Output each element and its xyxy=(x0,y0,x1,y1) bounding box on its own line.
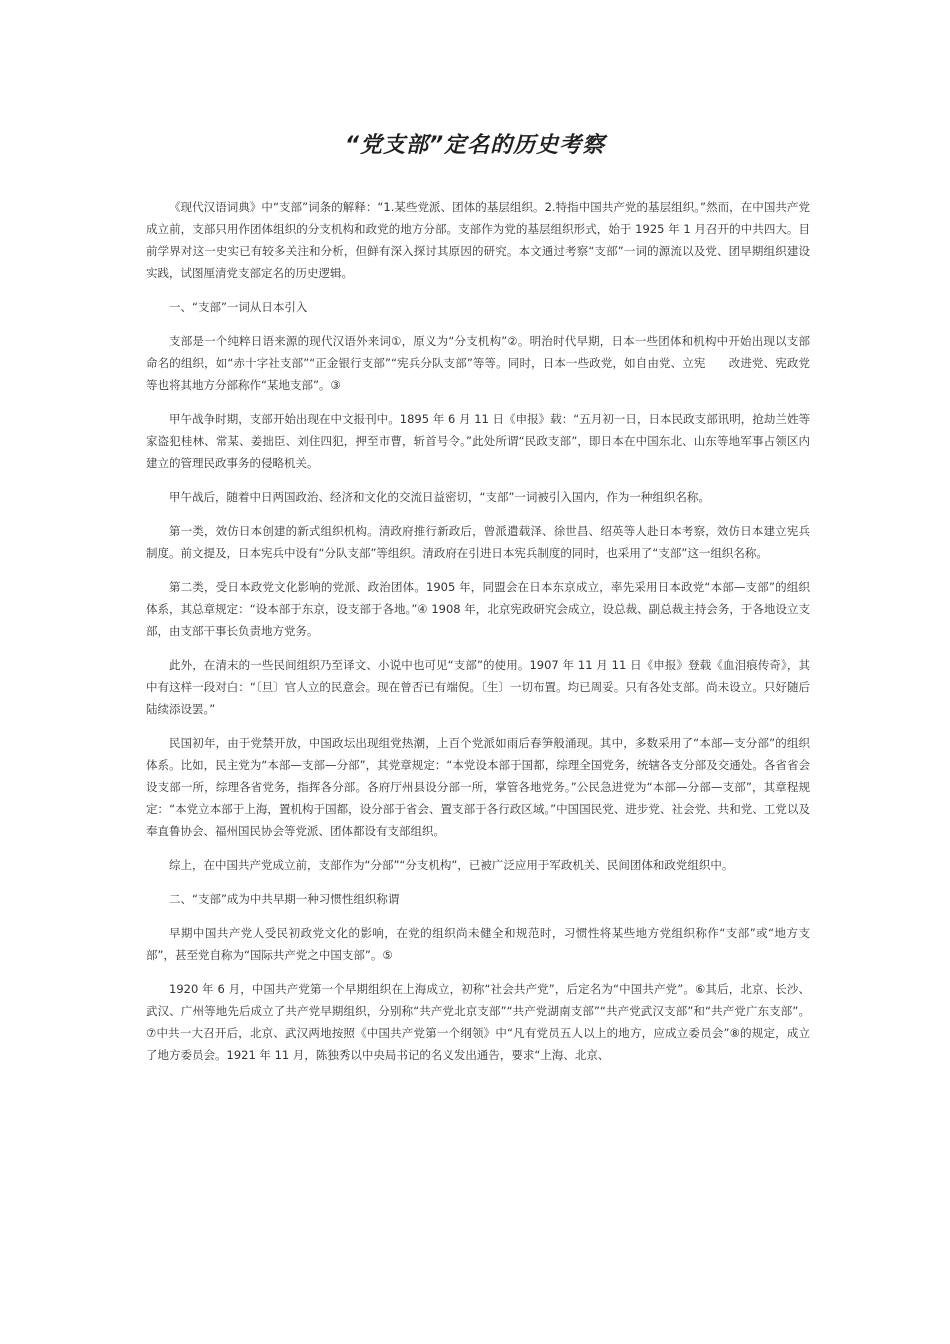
paragraph: 民国初年，由于党禁开放，中国政坛出现组党热潮，上百个党派如雨后春笋般涌现。其中，多数采用了“本部—支分部”的组织体系。比如，民主党为“本部—支部—分部”，其党章规定：“本党设本部于国都，综理全国党务，统辖各支分部及交通处。各省省会设支部一所，综理各省党务，指挥各分部。各府厅州县设分部一所，掌管各地党务。”公民急进党为“本部—分部—支部”，其章程规定：“本党立本部于上海，置机构于国都，设分部于省会、置支部于各行政区域。”中国国民党、进步党、社会党、共和党、工党以及奉直鲁协会、福州国民协会等党派、团体都设有支部组织。 xyxy=(146,736,810,838)
paragraph: 第一类，效仿日本创建的新式组织机构。清政府推行新政后，曾派遣载泽、徐世昌、绍英等人赴日本考察，效仿日本建立宪兵制度。前文提及，日本宪兵中设有“分队支部”等组织。清政府在引进日本宪兵制度的同时，也采用了“支部”这一组织名称。 xyxy=(146,524,810,560)
paragraph: 早期中国共产党人受民初政党文化的影响，在党的组织尚未健全和规范时，习惯性将某些地方党组织称作“支部”或“地方支部”，甚至党自称为“国际共产党之中国支部”。⑤ xyxy=(146,926,810,962)
paragraph: 此外，在清末的一些民间组织乃至译文、小说中也可见“支部”的使用。1907 年 11 月 11 日《申报》登载《血泪痕传奇》，其中有这样一段对白：“〔旦〕官人立的民意会。现在曾否已有端倪。〔生〕一切布置。均已周妥。只有各处支部。尚未设立。只好随后陆续添设罢。” xyxy=(146,658,810,716)
document-body xyxy=(146,196,810,1078)
paragraph: 支部是一个纯粹日语来源的现代汉语外来词①，原义为“分支机构”②。明治时代早期，日本一些团体和机构中开始出现以支部命名的组织，如“赤十字社支部”“正金银行支部”“宪兵分队支部”等等。同时，日本一些政党，如自由党、立宪 改进党、宪政党等也将其地方分部称作“某地支部”。③ xyxy=(146,334,810,392)
paragraph: 第二类，受日本政党文化影响的党派、政治团体。1905 年，同盟会在日本东京成立，率先采用日本政党“本部—支部”的组织体系，其总章规定：“设本部于东京，设支部于各地。”④ 1908 年，北京宪政研究会成立，设总裁、副总裁主持会务，于各地设立支部，由支部干事长负责地方党务。 xyxy=(146,580,810,638)
paragraph: 综上，在中国共产党成立前，支部作为“分部”“分支机构”，已被广泛应用于军政机关、民间团体和政党组织中。 xyxy=(169,858,734,872)
document-title: “党支部”定名的历史考察 xyxy=(344,133,606,158)
paragraph: 甲午战后，随着中日两国政治、经济和文化的交流日益密切，“支部”一词被引入国内，作为一种组织名称。 xyxy=(169,490,710,504)
paragraph: 甲午战争时期，支部开始出现在中文报刊中。1895 年 6 月 11 日《申报》载：“五月初一日，日本民政支部讯明，抢劫兰姓等家盗犯桂林、常某、姜拙臣、刘住四犯，押至市曹，斩首号令。”此处所谓“民政支部”，即日本在中国东北、山东等地军事占领区内建立的管理民政事务的侵略机关。 xyxy=(146,412,810,470)
section-heading-2: 二、“支部”成为中共早期一种习惯性组织称谓 xyxy=(169,892,400,906)
paragraph-intro: 《现代汉语词典》中“支部”词条的解释：“1.某些党派、团体的基层组织。2.特指中国共产党的基层组织。”然而，在中国共产党成立前，支部只用作团体组织的分支机构和政党的地方分部。支部作为党的基层组织形式，始于 1925 年 1 月召开的中共四大。目前学界对这一史实已有较多关注和分析，但鲜有深入探讨其原因的研究。本文通过考察“支部”一词的源流以及党、团早期组织建设实践，试图厘清党支部定名的历史逻辑。 xyxy=(146,200,810,280)
section-heading-1: 一、“支部”一词从日本引入 xyxy=(169,300,308,314)
paragraph: 1920 年 6 月，中国共产党第一个早期组织在上海成立，初称“社会共产党”，后定名为“中国共产党”。⑥其后，北京、长沙、武汉、广州等地先后成立了共产党早期组织，分别称“共产党北京支部”“共产党湖南支部”“共产党武汉支部”和“共产党广东支部”。⑦中共一大召开后，北京、武汉两地按照《中国共产党第一个纲领》中“凡有党员五人以上的地方，应成立委员会”⑧的规定，成立了地方委员会。1921 年 11 月，陈独秀以中央局书记的名义发出通告，要求“上海、北京、 xyxy=(146,982,810,1062)
